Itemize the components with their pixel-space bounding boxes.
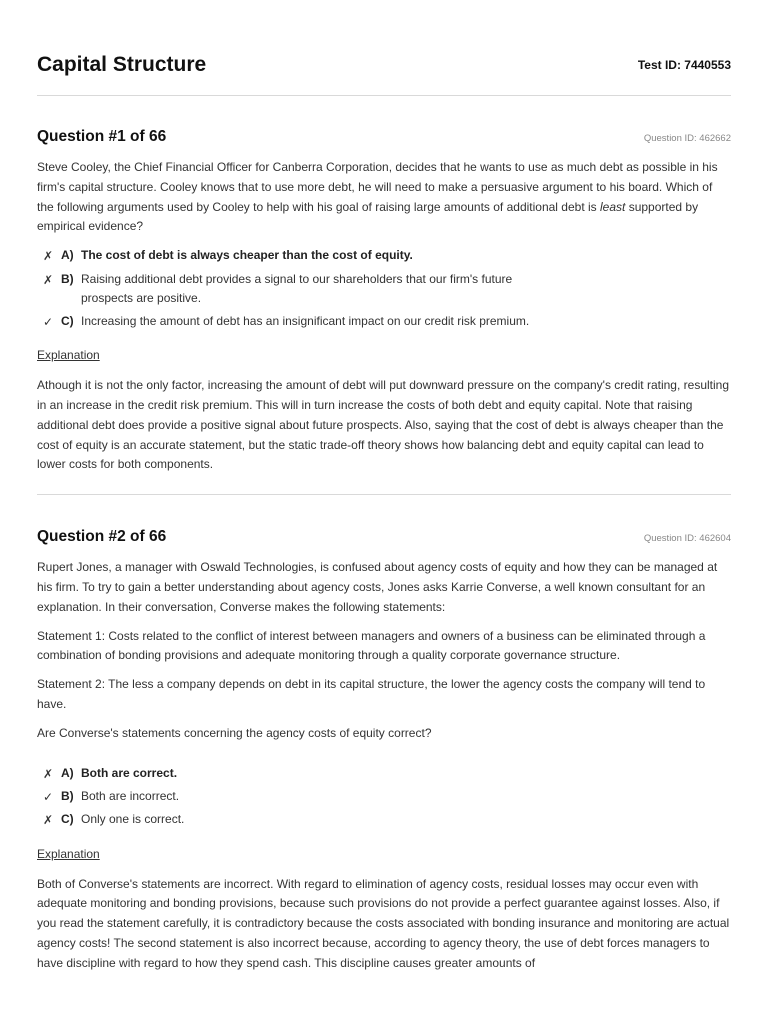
answer-option-b[interactable] [37, 270, 731, 308]
statement-2: Statement 2: The less a company depends on debt in its capital structure, the lower the agency costs the company will tend to have. [37, 677, 706, 711]
answer-options [37, 246, 731, 331]
stem-emphasis: least [600, 199, 626, 214]
option-text: Only one is correct. [81, 811, 185, 826]
option-text: Both are correct. [81, 765, 178, 780]
check-icon: ✓ [43, 789, 54, 804]
question-divider [37, 494, 731, 495]
page-header [37, 0, 731, 96]
question-header [37, 528, 731, 552]
question-stem [37, 158, 731, 237]
question-1 [37, 128, 731, 475]
page-title: Capital Structure [37, 53, 207, 76]
option-letter: C) [61, 314, 74, 329]
option-text: Both are incorrect. [81, 788, 180, 803]
option-letter: B) [61, 272, 74, 287]
check-icon: ✓ [43, 315, 54, 330]
answer-option-b[interactable] [37, 787, 731, 806]
question-2 [37, 528, 731, 973]
cross-icon: ✗ [43, 766, 54, 781]
explanation-link[interactable]: Explanation [37, 846, 100, 861]
cross-icon: ✗ [43, 249, 54, 264]
answer-option-a[interactable] [37, 246, 731, 265]
option-letter: C) [61, 811, 74, 826]
explanation-link[interactable]: Explanation [37, 348, 100, 363]
question-number: Question #1 of 66 [37, 128, 167, 145]
explanation-text: Athough it is not the only factor, increasing the amount of debt will put downward pressure on the company's credit rating, resulting in an increase in the credit risk premium. This will in turn increase the costs of both debt and equity capital. Note that raising additional debt does provide a positive signal about future prospects. Also, saying that the cost of debt is always cheaper than the cost of equity is an accurate statement, but the static trade-off theory shows how balancing debt and equity capital can lead to lower costs for both components. [37, 378, 730, 472]
page [37, 0, 731, 974]
option-text: Increasing the amount of debt has an insignificant impact on our credit risk premium. [81, 314, 530, 329]
question-prompt: Are Converse's statements concerning the agency costs of equity correct? [37, 725, 432, 740]
option-text: Raising additional debt provides a signal to our shareholders that our firm's future prospects are positive. [81, 272, 513, 306]
test-id: Test ID: 7440553 [637, 58, 731, 72]
statement-1: Statement 1: Costs related to the conflict of interest between managers and owners of a business can be eliminated through a combination of bonding provisions and adequate monitoring through a quality corporate governance structure. [37, 628, 706, 663]
answer-option-a[interactable] [37, 764, 731, 783]
option-letter: B) [61, 788, 74, 803]
question-stem: Rupert Jones, a manager with Oswald Technologies, is confused about agency costs of equity and how they can be managed at his firm. To try to gain a better understanding about agency costs, Jones asks Karrie Converse, a well known consultant for an explanation. In their conversation, Converse makes the following statements: [37, 560, 718, 614]
question-id: Question ID: 462604 [643, 533, 731, 545]
question-id: Question ID: 462662 [643, 133, 731, 144]
explanation-text: Both of Converse's statements are incorrect. With regard to elimination of agency costs, residual losses may occur even with adequate monitoring and bonding provisions, because such provisions do not provide a perfect guarantee against losses. Also, if you read the statement carefully, it is contradictory because the costs associated with bonding insurance and monitoring are actual agency costs! The second statement is also incorrect because, according to agency theory, the use of debt forces managers to have discipline with regard to how they spend cash. This discipline causes greater amounts of [37, 876, 730, 970]
cross-icon: ✗ [43, 812, 54, 827]
option-letter: A) [61, 765, 74, 780]
stem-text-after: supported by empirical evidence? [37, 199, 699, 234]
option-text: The cost of debt is always cheaper than the cost of equity. [81, 248, 413, 263]
question-header [37, 128, 731, 152]
stem-text-before: Steve Cooley, the Chief Financial Officer for Canberra Corporation, decides that he wants to use as much debt as possible in his firm's capital structure. Cooley knows that to use more debt, he will need to make a persuasive argument to his board. Which of the following arguments used by Cooley to help with his goal of raising large amounts of additional debt is [37, 160, 718, 214]
question-number: Question #2 of 66 [37, 528, 167, 546]
cross-icon: ✗ [43, 273, 54, 288]
answer-option-c[interactable] [37, 810, 731, 829]
option-letter: A) [61, 248, 74, 263]
answer-option-c[interactable] [37, 312, 731, 331]
answer-options [37, 764, 731, 829]
